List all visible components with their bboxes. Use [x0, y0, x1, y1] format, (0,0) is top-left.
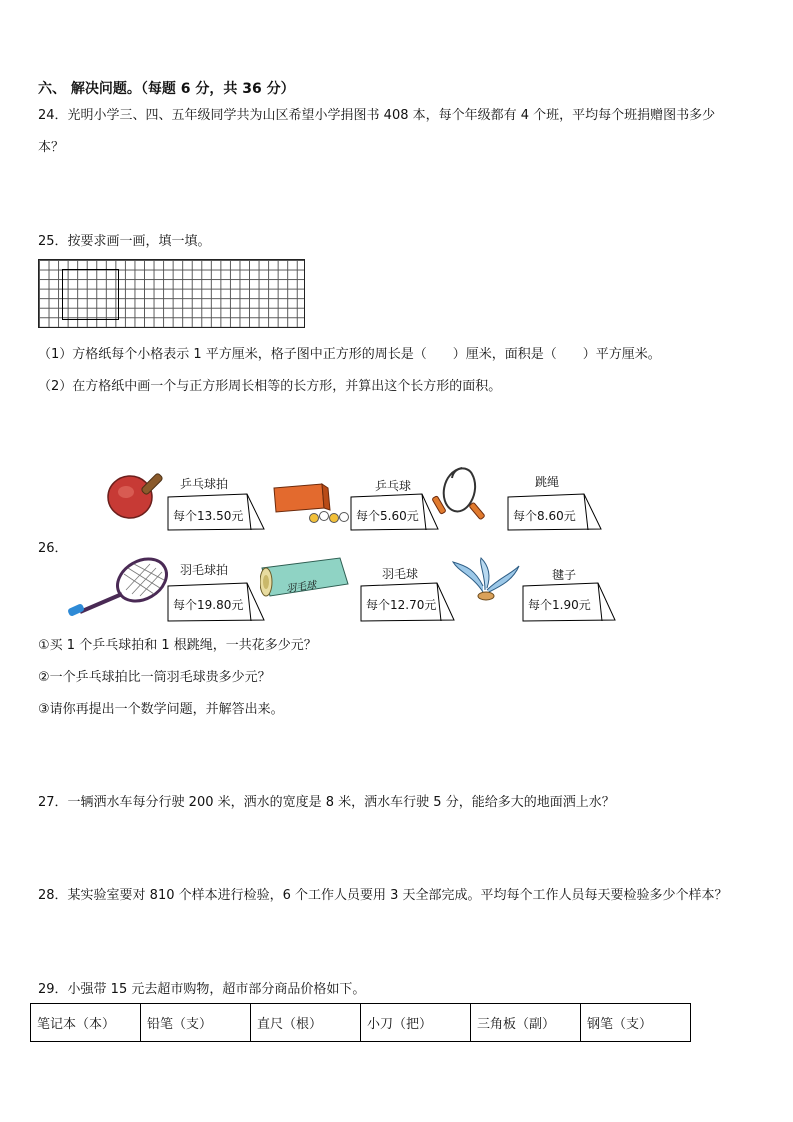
table-header-cell: 小刀（把） [361, 1004, 471, 1042]
section-title: 六、 解决问题。（每题 6 分，共 36 分） [38, 81, 295, 97]
item-name-6: 毽子 [552, 568, 577, 582]
ping-pong-paddle-icon [104, 462, 176, 522]
item-price-2: 每个5.60元 [356, 509, 419, 523]
question-25-title: 25．按要求画一画，填一填。 [38, 234, 211, 249]
question-26-sub3: ③请你再提出一个数学问题，并解答出来。 [38, 702, 284, 717]
item-name-1: 乒乓球拍 [180, 477, 229, 491]
tube-label: 羽毛球 [285, 579, 317, 596]
table-header-cell: 直尺（根） [251, 1004, 361, 1042]
jump-rope-icon [432, 462, 496, 520]
ping-pong-ball-box-icon [272, 482, 352, 524]
question-26-number: 26． [38, 541, 68, 556]
item-name-5: 羽毛球 [382, 567, 419, 581]
table-header-cell: 三角板（副） [471, 1004, 581, 1042]
question-25-part1: （1）方格纸每个小格表示 1 平方厘米，格子图中正方形的周长是（ ）厘米，面积是（ ）平方厘米。 [38, 347, 661, 362]
item-price-4: 每个19.80元 [173, 598, 244, 612]
item-price-3: 每个8.60元 [513, 509, 576, 523]
item-name-4: 羽毛球拍 [180, 563, 229, 577]
question-28: 28．某实验室要对 810 个样本进行检验，6 个工作人员要用 3 天全部完成。平均每个工作人员每天要检验多少个样本？ [38, 888, 728, 903]
table-header-row [31, 1004, 691, 1042]
table-header-cell: 钢笔（支） [581, 1004, 691, 1042]
item-name-3: 跳绳 [535, 475, 560, 489]
question-29: 29．小强带 15 元去超市购物，超市部分商品价格如下。 [38, 982, 366, 997]
table-header-cell: 铅笔（支） [141, 1004, 251, 1042]
question-27: 27．一辆洒水车每分行驶 200 米，洒水的宽度是 8 米，洒水车行驶 5 分，能给多大的地面洒上水？ [38, 795, 615, 810]
item-name-2: 乒乓球 [375, 479, 412, 493]
price-table [30, 1003, 691, 1042]
item-price-1: 每个13.50元 [173, 509, 244, 523]
table-header-cell: 笔记本（本） [31, 1004, 141, 1042]
question-26-sub1: ①买 1 个乒乓球拍和 1 根跳绳，一共花多少元？ [38, 638, 317, 653]
question-24-line1: 24．光明小学三、四、五年级同学共为山区希望小学捐图书 408 本，每个年级都有 4 个班，平均每个班捐赠图书多少 [38, 108, 716, 123]
question-26-sub2: ②一个乒乓球拍比一筒羽毛球贵多少元？ [38, 670, 271, 685]
item-price-6: 每个1.90元 [528, 598, 591, 612]
shuttlecock-kick-icon [449, 556, 521, 604]
question-24-line2: 本？ [38, 140, 65, 155]
grid-square [62, 269, 119, 320]
badminton-racket-icon [66, 556, 176, 620]
grid-paper [38, 259, 305, 328]
item-price-5: 每个12.70元 [366, 598, 437, 612]
question-25-part2: （2）在方格纸中画一个与正方形周长相等的长方形，并算出这个长方形的面积。 [38, 379, 502, 394]
